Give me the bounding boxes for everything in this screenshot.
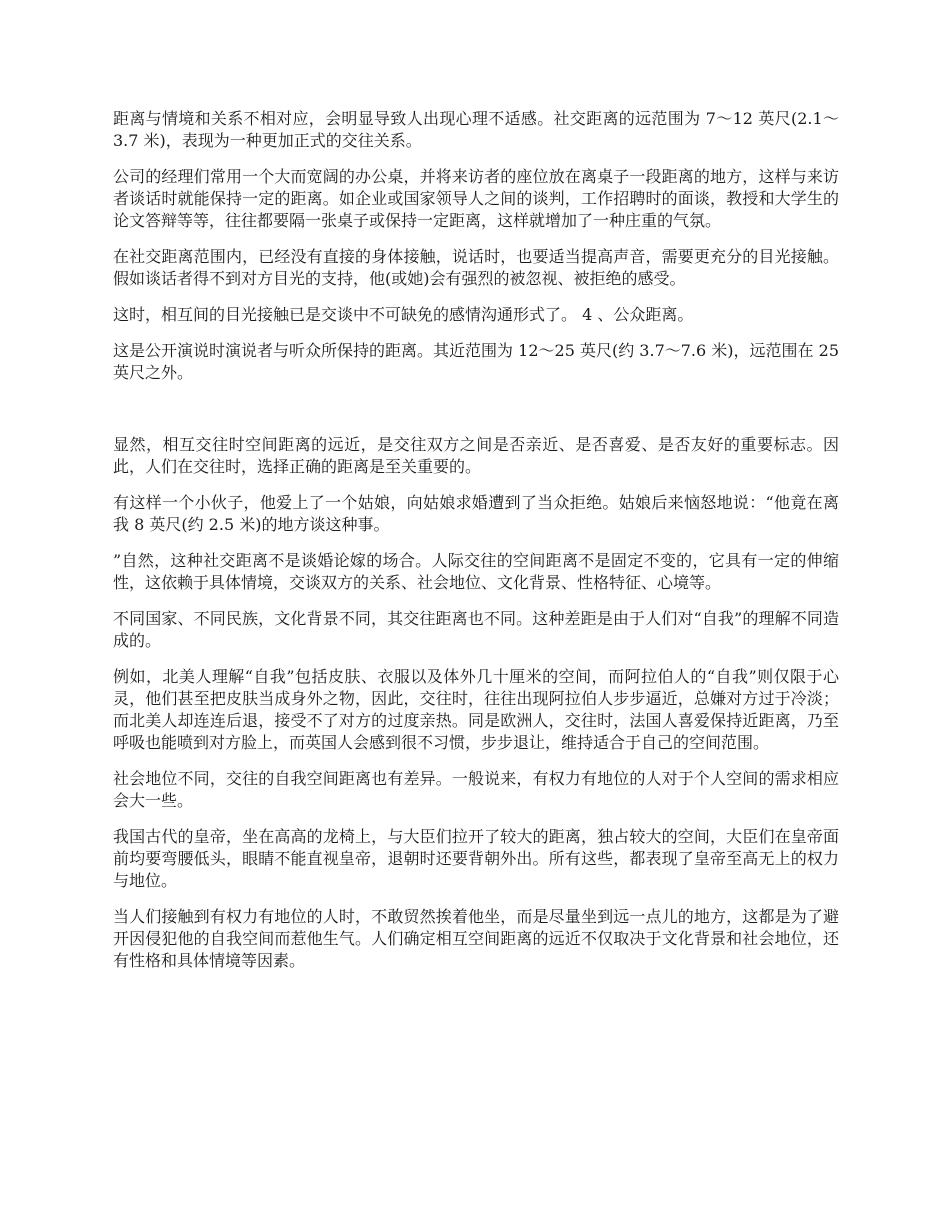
paragraph: 有这样一个小伙子，他爱上了一个姑娘，向姑娘求婚遭到了当众拒绝。姑娘后来恼怒地说：“他竟在离我 8 英尺(约 2.5 米)的地方谈这种事。 xyxy=(113,493,839,534)
paragraph: 例如，北美人理解“自我”包括皮肤、衣服以及体外几十厘米的空间，而阿拉伯人的“自我”则仅限于心灵，他们甚至把皮肤当成身外之物，因此，交往时，往往出现阿拉伯人步步逼近，总嫌对方过于冷淡；而北美人却连连后退，接受不了对方的过度亲热。同是欧洲人，交往时，法国人喜爱保持近距离，乃至呼吸也能喷到对方脸上，而英国人会感到很不习惯，步步退让，维持适合于自己的空间范围。 xyxy=(113,667,839,752)
paragraph: 这是公开演说时演说者与听众所保持的距离。其近范围为 12～25 英尺(约 3.7～7.6 米)，远范围在 25 英尺之外。 xyxy=(113,341,839,382)
paragraph: 在社交距离范围内，已经没有直接的身体接触，说话时，也要适当提高声音，需要更充分的目光接触。假如谈话者得不到对方目光的支持，他(或她)会有强烈的被忽视、被拒绝的感受。 xyxy=(113,247,839,288)
paragraph: 当人们接触到有权力有地位的人时，不敢贸然挨着他坐，而是尽量坐到远一点儿的地方，这都是为了避开因侵犯他的自我空间而惹他生气。人们确定相互空间距离的远近不仅取决于文化背景和社会地位，还有性格和具体情境等因素。 xyxy=(113,907,839,970)
paragraph: 社会地位不同，交往的自我空间距离也有差异。一般说来，有权力有地位的人对于个人空间的需求相应会大一些。 xyxy=(113,769,839,810)
paragraph: 不同国家、不同民族，文化背景不同，其交往距离也不同。这种差距是由于人们对“自我”的理解不同造成的。 xyxy=(113,609,839,650)
paragraph: 距离与情境和关系不相对应，会明显导致人出现心理不适感。社交距离的远范围为 7～12 英尺(2.1～3.7 米)，表现为一种更加正式的交往关系。 xyxy=(113,109,839,150)
document-page xyxy=(113,108,839,986)
paragraph: 我国古代的皇帝，坐在高高的龙椅上，与大臣们拉开了较大的距离，独占较大的空间，大臣们在皇帝面前均要弯腰低头，眼睛不能直视皇帝，退朝时还要背朝外出。所有这些，都表现了皇帝至高无上的权力与地位。 xyxy=(113,827,839,890)
paragraph: 这时，相互间的目光接触已是交谈中不可缺免的感情沟通形式了。 4 、公众距离。 xyxy=(113,305,694,324)
section-spacer xyxy=(113,398,839,434)
paragraph: 公司的经理们常用一个大而宽阔的办公桌，并将来访者的座位放在离桌子一段距离的地方，这样与来访者谈话时就能保持一定的距离。如企业或国家领导人之间的谈判，工作招聘时的面谈，教授和大学生的论文答辩等等，往往都要隔一张桌子或保持一定距离，这样就增加了一种庄重的气氛。 xyxy=(113,167,839,230)
paragraph: ”自然，这种社交距离不是谈婚论嫁的场合。人际交往的空间距离不是固定不变的，它具有一定的伸缩性，这依赖于具体情境，交谈双方的关系、社会地位、文化背景、性格特征、心境等。 xyxy=(113,551,839,592)
paragraph: 显然，相互交往时空间距离的远近，是交往双方之间是否亲近、是否喜爱、是否友好的重要标志。因此，人们在交往时，选择正确的距离是至关重要的。 xyxy=(113,435,839,476)
